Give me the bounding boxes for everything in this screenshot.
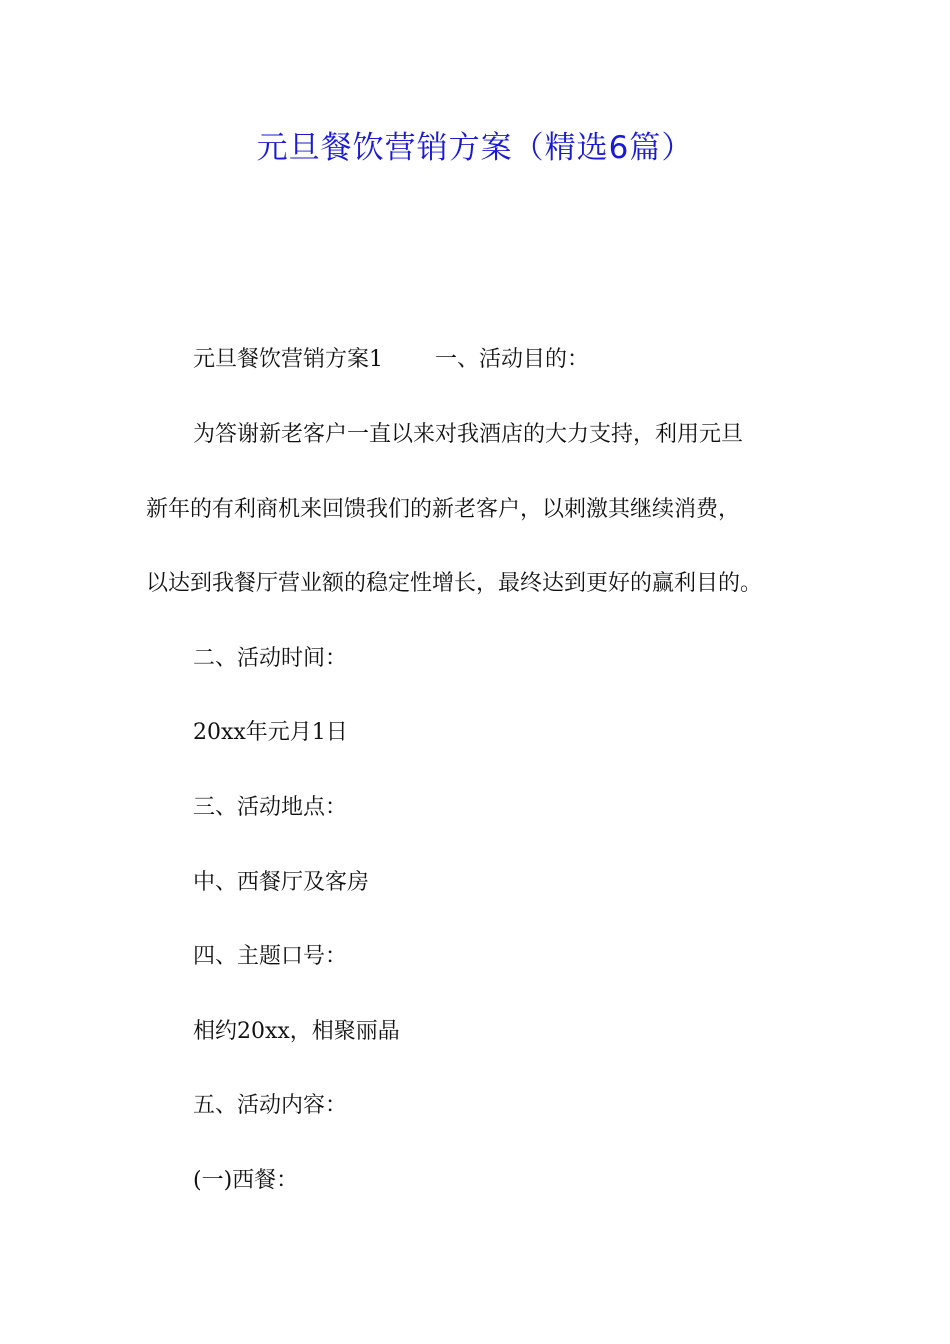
- section-heading-slogan: 四、主题口号：: [193, 944, 348, 969]
- section-heading-purpose: 一、活动目的：: [435, 347, 590, 372]
- section-heading-line: [193, 345, 589, 375]
- paragraph-line: 新年的有利商机来回馈我们的新老客户，以刺激其继续消费，: [146, 497, 741, 522]
- plan-number-label: 元旦餐饮营销方案1: [193, 347, 383, 372]
- activity-slogan: 相约20xx，相聚丽晶: [193, 1019, 400, 1044]
- paragraph-line: 以达到我餐厅营业额的稳定性增长，最终达到更好的赢利目的。: [146, 571, 763, 596]
- paragraph-line: 为答谢新老客户一直以来对我酒店的大力支持，利用元旦: [193, 422, 744, 447]
- section-heading-location: 三、活动地点：: [193, 795, 348, 820]
- subsection-western: (一)西餐：: [193, 1168, 299, 1193]
- document-title: 元旦餐饮营销方案（精选6篇）: [256, 130, 694, 166]
- activity-location: 中、西餐厅及客房: [193, 870, 370, 895]
- activity-date: 20xx年元月1日: [193, 720, 348, 745]
- section-heading-time: 二、活动时间：: [193, 646, 348, 671]
- section-heading-content: 五、活动内容：: [193, 1093, 348, 1118]
